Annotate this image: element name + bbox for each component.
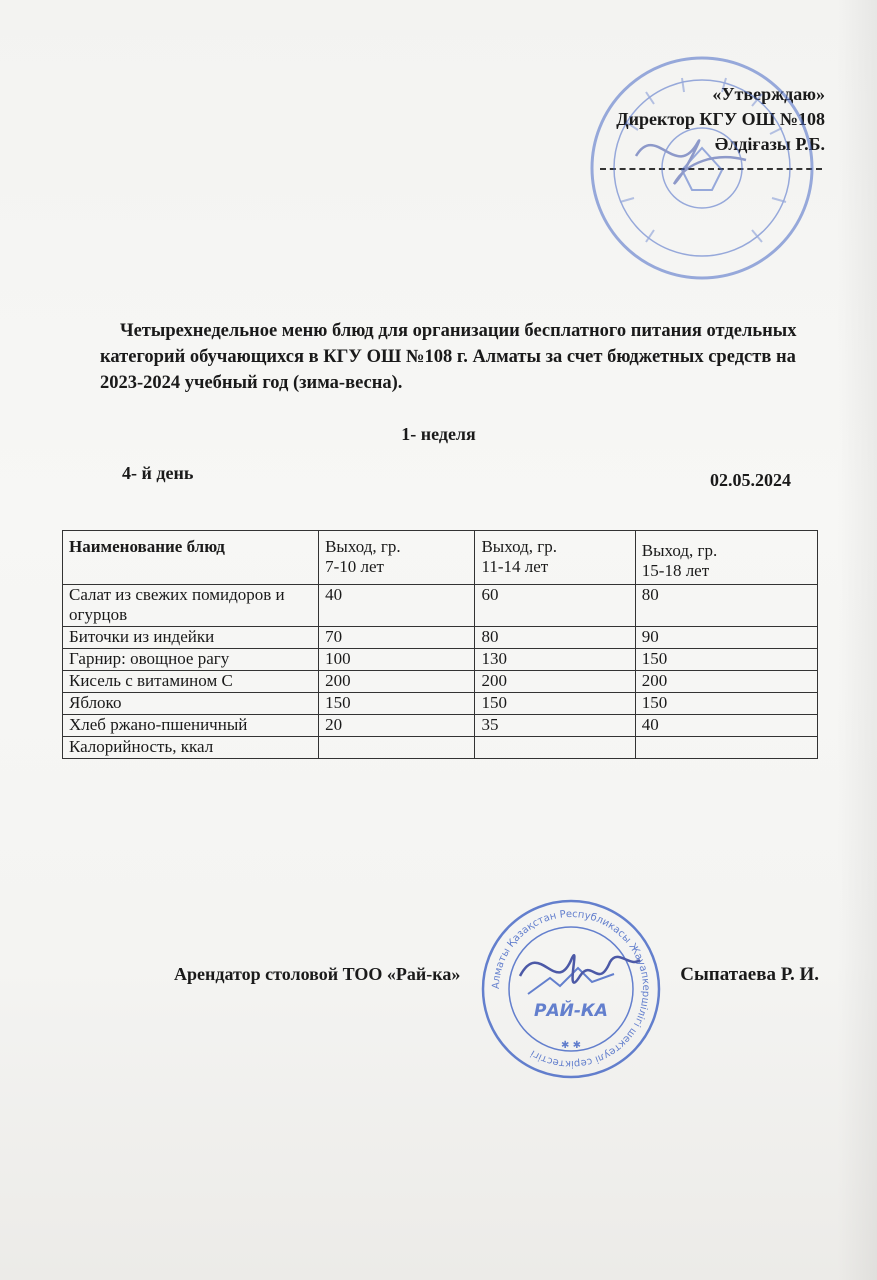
value-cell: 60 — [475, 585, 635, 627]
value-cell — [475, 737, 635, 759]
header-age-11-14: Выход, гр. 11-14 лет — [475, 531, 635, 585]
table-row — [63, 649, 818, 671]
table-row — [63, 693, 818, 715]
dish-name-cell: Биточки из индейки — [63, 627, 319, 649]
approver-name: Әлдіғазы Р.Б. — [714, 134, 825, 154]
value-cell: 80 — [475, 627, 635, 649]
approval-heading: «Утверждаю» — [712, 84, 825, 104]
value-cell: 200 — [319, 671, 475, 693]
approver-position: Директор КГУ ОШ №108 — [616, 109, 825, 129]
dish-name-cell: Гарнир: овощное рагу — [63, 649, 319, 671]
dish-name-cell: Калорийность, ккал — [63, 737, 319, 759]
signer-name: Сыпатаева Р. И. — [680, 964, 819, 985]
value-cell: 200 — [635, 671, 817, 693]
table-row — [63, 737, 818, 759]
stamp-center-name: РАЙ-КА — [534, 1001, 608, 1021]
menu-table — [62, 530, 818, 759]
value-cell: 150 — [319, 693, 475, 715]
value-cell: 70 — [319, 627, 475, 649]
value-cell: 80 — [635, 585, 817, 627]
day-label: 4- й день — [122, 463, 194, 483]
tenant-stamp-icon — [480, 898, 662, 1080]
header-age-7-10: Выход, гр. 7-10 лет — [319, 531, 475, 585]
value-cell — [319, 737, 475, 759]
value-cell — [635, 737, 817, 759]
stamp-ring-text: Алматы Қазақстан Республикасы Жауапкершілігі шектеулі серіктестігі — [490, 908, 652, 1070]
value-cell: 40 — [319, 585, 475, 627]
dish-name-cell: Яблоко — [63, 693, 319, 715]
table-row — [63, 585, 818, 627]
value-cell: 20 — [319, 715, 475, 737]
header-dish-name: Наименование блюд — [63, 531, 319, 585]
week-label: 1- неделя — [401, 424, 476, 444]
document-date: 02.05.2024 — [710, 470, 791, 490]
table-row — [63, 715, 818, 737]
document-title: Четырехнедельное меню блюд для организации бесплатного питания отдельных категорий обучающихся в КГУ ОШ №108 г. Алматы за счет бюджетных средств на 2023-2024 учебный год (зима-весна). — [100, 321, 797, 393]
header-age-15-18: Выход, гр. 15-18 лет — [635, 531, 817, 585]
dish-name-cell: Кисель с витамином С — [63, 671, 319, 693]
value-cell: 35 — [475, 715, 635, 737]
table-row — [63, 627, 818, 649]
table-row — [63, 671, 818, 693]
dish-name-cell: Хлеб ржано-пшеничный — [63, 715, 319, 737]
value-cell: 150 — [635, 693, 817, 715]
dish-name-cell: Салат из свежих помидоров и огурцов — [63, 585, 319, 627]
value-cell: 100 — [319, 649, 475, 671]
value-cell: 200 — [475, 671, 635, 693]
value-cell: 90 — [635, 627, 817, 649]
svg-text:✱ ✱: ✱ ✱ — [561, 1040, 581, 1051]
value-cell: 150 — [475, 693, 635, 715]
tenant-label: Арендатор столовой ТОО «Рай-ка» — [174, 964, 461, 984]
value-cell: 130 — [475, 649, 635, 671]
value-cell: 40 — [635, 715, 817, 737]
approval-stamp-icon — [586, 52, 818, 284]
value-cell: 150 — [635, 649, 817, 671]
table-header-row — [63, 531, 818, 585]
